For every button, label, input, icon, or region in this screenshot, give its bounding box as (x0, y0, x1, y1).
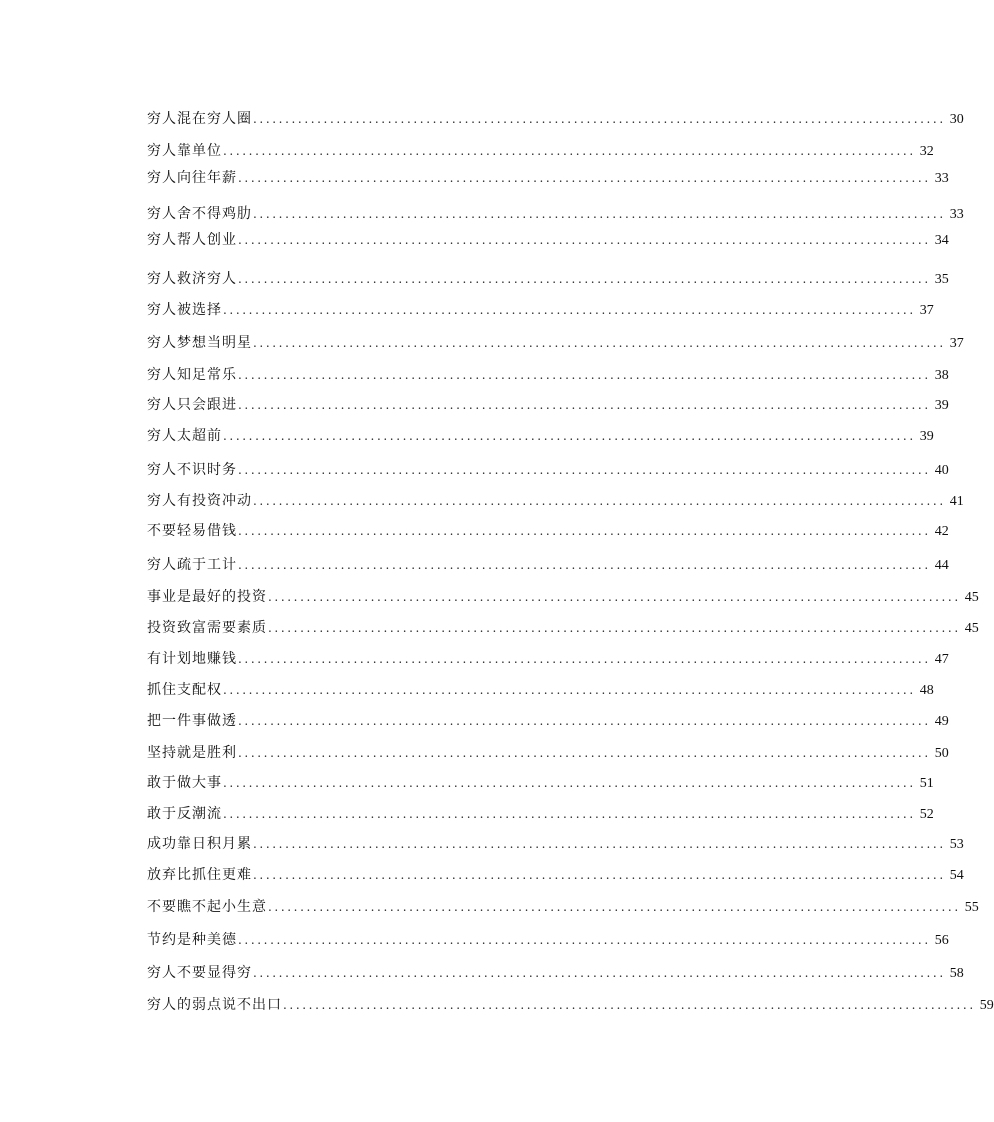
toc-entry-title: 穷人混在穷人圈 (147, 111, 252, 127)
toc-dot-leader: ............................................................................................................ (238, 652, 931, 666)
toc-dot-leader: ............................................................................................................ (253, 494, 946, 508)
toc-entry-page: 39 (934, 398, 949, 413)
toc-entry[interactable] (147, 803, 934, 825)
toc-entry-page: 32 (919, 144, 934, 159)
toc-entry[interactable] (147, 229, 949, 251)
toc-entry-title: 抓住支配权 (147, 682, 222, 698)
toc-dot-leader: ............................................................................................................ (268, 621, 961, 635)
toc-entry-page: 45 (964, 621, 979, 636)
toc-dot-leader: ............................................................................................................ (253, 966, 946, 980)
toc-entry-page: 44 (934, 558, 949, 573)
toc-entry[interactable] (147, 554, 949, 576)
toc-entry[interactable] (147, 929, 949, 951)
toc-entry[interactable] (147, 299, 934, 321)
toc-entry-page: 49 (934, 714, 949, 729)
toc-entry-page: 51 (919, 776, 934, 791)
toc-dot-leader: ............................................................................................................ (238, 463, 931, 477)
toc-entry-title: 穷人有投资冲动 (147, 493, 252, 509)
toc-entry-page: 39 (919, 429, 934, 444)
toc-entry[interactable] (147, 332, 964, 354)
toc-entry-title: 穷人向往年薪 (147, 170, 237, 186)
toc-entry[interactable] (147, 140, 934, 162)
toc-dot-leader: ............................................................................................................ (223, 683, 916, 697)
toc-entry-page: 40 (934, 463, 949, 478)
toc-entry[interactable] (147, 994, 994, 1016)
toc-entry[interactable] (147, 167, 949, 189)
toc-entry-title: 敢于做大事 (147, 775, 222, 791)
toc-entry[interactable] (147, 203, 964, 225)
toc-entry-page: 50 (934, 746, 949, 761)
toc-entry[interactable] (147, 617, 979, 639)
toc-entry-page: 55 (964, 900, 979, 915)
toc-entry-page: 37 (919, 303, 934, 318)
toc-entry-page: 34 (934, 233, 949, 248)
toc-entry[interactable] (147, 742, 949, 764)
toc-entry-page: 35 (934, 272, 949, 287)
toc-entry-title: 不要瞧不起小生意 (147, 899, 267, 915)
toc-entry[interactable] (147, 364, 949, 386)
toc-entry[interactable] (147, 425, 934, 447)
toc-entry-page: 30 (949, 112, 964, 127)
toc-dot-leader: ............................................................................................................ (238, 933, 931, 947)
toc-entry[interactable] (147, 394, 949, 416)
toc-entry-title: 放弃比抓住更难 (147, 867, 252, 883)
toc-dot-leader: ............................................................................................................ (238, 558, 931, 572)
toc-entry-page: 38 (934, 368, 949, 383)
toc-dot-leader: ............................................................................................................ (283, 998, 976, 1012)
toc-dot-leader: ............................................................................................................ (238, 171, 931, 185)
toc-entry[interactable] (147, 679, 934, 701)
toc-dot-leader: ............................................................................................................ (238, 233, 931, 247)
toc-entry-title: 投资致富需要素质 (147, 620, 267, 636)
toc-entry-page: 41 (949, 494, 964, 509)
toc-entry-title: 成功靠日积月累 (147, 836, 252, 852)
toc-dot-leader: ............................................................................................................ (268, 590, 961, 604)
toc-entry[interactable] (147, 586, 979, 608)
toc-entry-title: 把一件事做透 (147, 713, 237, 729)
toc-entry-page: 53 (949, 837, 964, 852)
toc-entry-title: 敢于反潮流 (147, 806, 222, 822)
toc-entry[interactable] (147, 268, 949, 290)
toc-entry-title: 穷人靠单位 (147, 143, 222, 159)
toc-entry-title: 穷人救济穷人 (147, 271, 237, 287)
toc-entry[interactable] (147, 648, 949, 670)
toc-entry-page: 48 (919, 683, 934, 698)
toc-entry-title: 不要轻易借钱 (147, 523, 237, 539)
toc-entry[interactable] (147, 896, 979, 918)
toc-entry[interactable] (147, 772, 934, 794)
toc-entry-title: 穷人梦想当明星 (147, 335, 252, 351)
toc-entry-title: 穷人舍不得鸡肋 (147, 206, 252, 222)
toc-entry-page: 52 (919, 807, 934, 822)
toc-dot-leader: ............................................................................................................ (238, 368, 931, 382)
toc-dot-leader: ............................................................................................................ (238, 524, 931, 538)
toc-entry-page: 47 (934, 652, 949, 667)
toc-dot-leader: ............................................................................................................ (268, 900, 961, 914)
toc-entry-title: 穷人的弱点说不出口 (147, 997, 282, 1013)
toc-entry-page: 42 (934, 524, 949, 539)
toc-entry[interactable] (147, 490, 964, 512)
toc-dot-leader: ............................................................................................................ (223, 776, 916, 790)
toc-entry-page: 58 (949, 966, 964, 981)
toc-dot-leader: ............................................................................................................ (223, 144, 916, 158)
toc-entry[interactable] (147, 459, 949, 481)
toc-entry-title: 穷人疏于工计 (147, 557, 237, 573)
toc-entry[interactable] (147, 864, 964, 886)
toc-dot-leader: ............................................................................................................ (253, 868, 946, 882)
toc-entry-page: 33 (934, 171, 949, 186)
toc-dot-leader: ............................................................................................................ (223, 429, 916, 443)
toc-entry-page: 37 (949, 336, 964, 351)
toc-dot-leader: ............................................................................................................ (238, 398, 931, 412)
toc-entry-page: 56 (934, 933, 949, 948)
toc-entry-title: 穷人只会跟进 (147, 397, 237, 413)
toc-entry-title: 穷人不识时务 (147, 462, 237, 478)
toc-dot-leader: ............................................................................................................ (253, 207, 946, 221)
toc-dot-leader: ............................................................................................................ (253, 336, 946, 350)
toc-entry-page: 59 (979, 998, 994, 1013)
toc-dot-leader: ............................................................................................................ (223, 303, 916, 317)
toc-entry[interactable] (147, 520, 949, 542)
toc-dot-leader: ............................................................................................................ (238, 272, 931, 286)
toc-dot-leader: ............................................................................................................ (238, 714, 931, 728)
toc-entry-title: 节约是种美德 (147, 932, 237, 948)
toc-entry[interactable] (147, 710, 949, 732)
toc-entry-title: 事业是最好的投资 (147, 589, 267, 605)
toc-dot-leader: ............................................................................................................ (223, 807, 916, 821)
toc-entry-page: 45 (964, 590, 979, 605)
toc-entry[interactable] (147, 962, 964, 984)
toc-entry-title: 穷人知足常乐 (147, 367, 237, 383)
toc-dot-leader: ............................................................................................................ (253, 112, 946, 126)
toc-dot-leader: ............................................................................................................ (253, 837, 946, 851)
toc-entry-title: 穷人帮人创业 (147, 232, 237, 248)
toc-entry-page: 54 (949, 868, 964, 883)
toc-entry-title: 穷人被选择 (147, 302, 222, 318)
toc-entry-title: 穷人不要显得穷 (147, 965, 252, 981)
toc-entry-title: 有计划地赚钱 (147, 651, 237, 667)
toc-entry[interactable] (147, 108, 964, 130)
toc-entry-title: 穷人太超前 (147, 428, 222, 444)
toc-dot-leader: ............................................................................................................ (238, 746, 931, 760)
toc-entry[interactable] (147, 833, 964, 855)
toc-entry-title: 坚持就是胜利 (147, 745, 237, 761)
toc-entry-page: 33 (949, 207, 964, 222)
